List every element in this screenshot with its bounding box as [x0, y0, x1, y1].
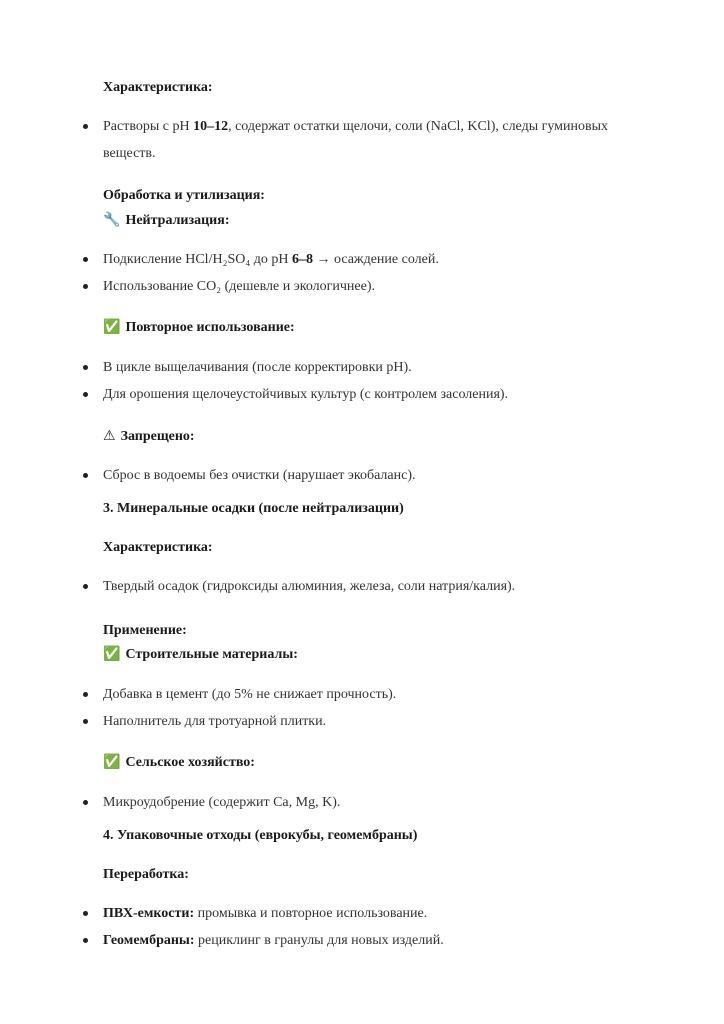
section-4-title: 4. Упаковочные отходы (еврокубы, геомембраны) — [103, 828, 418, 843]
bullet — [83, 257, 88, 262]
application-heading: Применение: — [103, 623, 187, 638]
check-icon: ✅ — [103, 755, 121, 770]
bullet — [83, 911, 88, 916]
bullet — [83, 938, 88, 943]
check-icon: ✅ — [103, 320, 121, 335]
list-item: Твердый осадок (гидроксиды алюминия, железа, соли натрия/калия). — [103, 579, 516, 594]
bullet — [83, 719, 88, 724]
list-item: Добавка в цемент (до 5% не снижает прочность). — [103, 687, 397, 702]
list-item: Микроудобрение (содержит Ca, Mg, K). — [103, 795, 341, 810]
bullet — [83, 284, 88, 289]
list-item: Геомембраны: рециклинг в гранулы для новых изделий. — [103, 933, 444, 948]
wrench-icon: 🔧 — [103, 213, 121, 228]
list-item-continuation: веществ. — [103, 146, 156, 161]
bullet — [83, 584, 88, 589]
list-item: В цикле выщелачивания (после корректировки pH). — [103, 360, 412, 375]
check-icon: ✅ — [103, 647, 121, 662]
list-item: Использование CO₂ (дешевле и экологичнее). — [103, 279, 375, 294]
agriculture-heading: ✅ Сельское хозяйство: — [103, 755, 255, 770]
bullet — [83, 392, 88, 397]
reuse-heading: ✅ Повторное использование: — [103, 320, 295, 335]
processing-heading: Переработка: — [103, 867, 189, 882]
list-item: Подкисление HCl/H₂SO₄ до pH 6–8 → осаждение солей. — [103, 252, 439, 267]
forbidden-heading: ⚠ Запрещено: — [103, 429, 195, 444]
characteristic-heading: Характеристика: — [103, 540, 213, 555]
processing-heading: Обработка и утилизация: — [103, 188, 265, 203]
list-item: Сброс в водоемы без очистки (нарушает экобаланс). — [103, 468, 416, 483]
neutralization-heading: 🔧 Нейтрализация: — [103, 213, 230, 228]
list-item: Растворы с pH 10–12, содержат остатки щелочи, соли (NaCl, KCl), следы гуминовых — [103, 119, 609, 134]
bullet — [83, 365, 88, 370]
warning-icon: ⚠ — [103, 429, 116, 444]
bullet — [83, 124, 88, 129]
list-item: Для орошения щелочеустойчивых культур (с контролем засоления). — [103, 387, 509, 402]
bullet — [83, 473, 88, 478]
bullet — [83, 800, 88, 805]
characteristic-heading: Характеристика: — [103, 80, 213, 95]
list-item: Наполнитель для тротуарной плитки. — [103, 714, 327, 729]
section-3-title: 3. Минеральные осадки (после нейтрализации) — [103, 501, 404, 516]
bullet — [83, 692, 88, 697]
list-item: ПВХ-емкости: промывка и повторное использование. — [103, 906, 428, 921]
building-materials-heading: ✅ Строительные материалы: — [103, 647, 298, 662]
